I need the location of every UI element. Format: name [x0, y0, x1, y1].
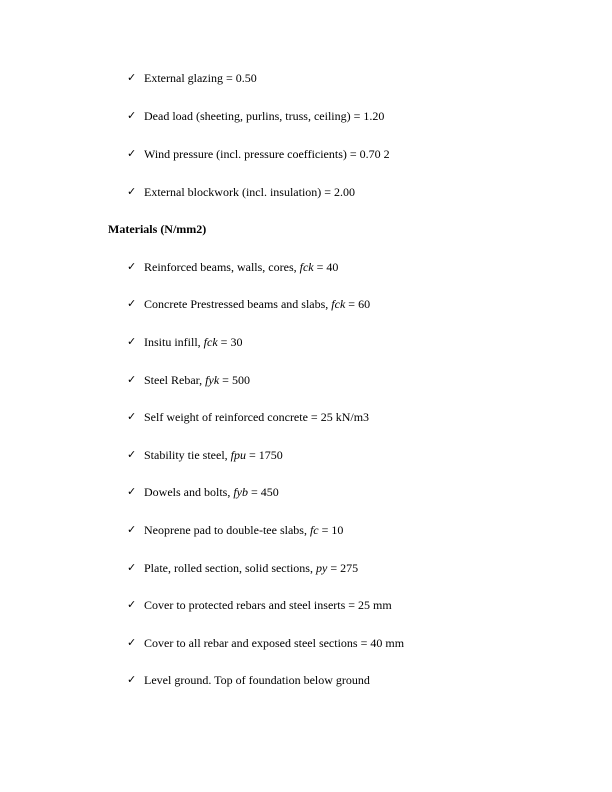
- checkmark-icon: ✓: [127, 448, 137, 461]
- list-item-text-post: = 275: [327, 561, 359, 575]
- list-item: [127, 522, 343, 538]
- list-item-text-post: = 60: [345, 297, 371, 311]
- checkmark-icon: ✓: [127, 410, 137, 423]
- list-item-text: [144, 372, 250, 388]
- list-item: [127, 672, 370, 688]
- checkmark-icon: ✓: [127, 598, 137, 611]
- list-item-text: [144, 334, 242, 350]
- list-item-text: [144, 560, 358, 576]
- symbol: fyb: [233, 485, 248, 499]
- list-item-text-pre: Level ground. Top of foundation below ground: [144, 673, 370, 687]
- list-item-text: Wind pressure (incl. pressure coefficients) = 0.70 2: [144, 147, 390, 161]
- list-item-text-post: = 30: [217, 335, 243, 349]
- symbol: fck: [299, 260, 314, 274]
- list-item: [127, 146, 390, 162]
- checkmark-icon: ✓: [127, 260, 137, 273]
- list-item-text: External glazing = 0.50: [144, 71, 257, 85]
- list-item-text: [144, 635, 404, 651]
- list-item-text-post: = 450: [248, 485, 279, 499]
- list-item: [127, 296, 370, 312]
- list-item: [127, 409, 369, 425]
- checkmark-icon: ✓: [127, 335, 137, 348]
- list-item: [127, 484, 279, 500]
- symbol: fck: [331, 297, 346, 311]
- list-item-text: [144, 409, 369, 425]
- symbol: fc: [309, 523, 319, 537]
- list-item: [127, 447, 283, 463]
- checkmark-icon: ✓: [127, 71, 137, 84]
- list-item-text-post: = 10: [318, 523, 344, 537]
- checkmark-icon: ✓: [127, 673, 137, 686]
- list-item-text-pre: Steel Rebar,: [144, 373, 206, 387]
- list-item: [127, 184, 355, 200]
- list-item-text-pre: Concrete Prestressed beams and slabs,: [144, 297, 332, 311]
- checkmark-icon: ✓: [127, 636, 137, 649]
- list-item-text-pre: Self weight of reinforced concrete = 25 kN/m3: [144, 410, 370, 424]
- list-item: [127, 70, 257, 86]
- symbol: fyk: [205, 373, 220, 387]
- list-item-text: Dead load (sheeting, purlins, truss, ceiling) = 1.20: [144, 109, 385, 123]
- list-item-text-pre: Stability tie steel,: [144, 448, 231, 462]
- checkmark-icon: ✓: [127, 523, 137, 536]
- symbol: fck: [203, 335, 218, 349]
- list-item-text-pre: Cover to protected rebars and steel inserts = 25 mm: [144, 598, 392, 612]
- list-item: [127, 108, 384, 124]
- list-item-text-post: = 1750: [246, 448, 283, 462]
- list-item-text-post: = 500: [219, 373, 250, 387]
- list-item-text: External blockwork (incl. insulation) = 2.00: [144, 185, 356, 199]
- list-item-text: [144, 522, 343, 538]
- checkmark-icon: ✓: [127, 373, 137, 386]
- list-item-text: [144, 484, 279, 500]
- list-item-text-pre: Reinforced beams, walls, cores,: [144, 260, 300, 274]
- checkmark-icon: ✓: [127, 147, 137, 160]
- list-item: [127, 372, 250, 388]
- checkmark-icon: ✓: [127, 109, 137, 122]
- checkmark-icon: ✓: [127, 561, 137, 574]
- list-item-text-pre: Insitu infill,: [144, 335, 204, 349]
- list-item-text-pre: Dowels and bolts,: [144, 485, 234, 499]
- checkmark-icon: ✓: [127, 185, 137, 198]
- list-item-text-pre: Plate, rolled section, solid sections,: [144, 561, 316, 575]
- list-item-text: [144, 447, 283, 463]
- list-item: [127, 560, 358, 576]
- list-item-text: [144, 296, 370, 312]
- symbol: py: [315, 561, 328, 575]
- checkmark-icon: ✓: [127, 297, 137, 310]
- list-item-text: [144, 672, 370, 688]
- list-item-text-post: = 40: [313, 260, 339, 274]
- list-item: [127, 259, 338, 275]
- list-item-text: [144, 597, 392, 613]
- list-item: [127, 334, 242, 350]
- symbol: fpu: [230, 448, 246, 462]
- list-item: [127, 597, 392, 613]
- list-item-text-pre: Cover to all rebar and exposed steel sections = 40 mm: [144, 636, 405, 650]
- list-item-text-pre: Neoprene pad to double-tee slabs,: [144, 523, 310, 537]
- list-item-text: [144, 259, 338, 275]
- list-item: [127, 635, 404, 651]
- checkmark-icon: ✓: [127, 485, 137, 498]
- section-heading: Materials (N/mm2): [108, 222, 207, 236]
